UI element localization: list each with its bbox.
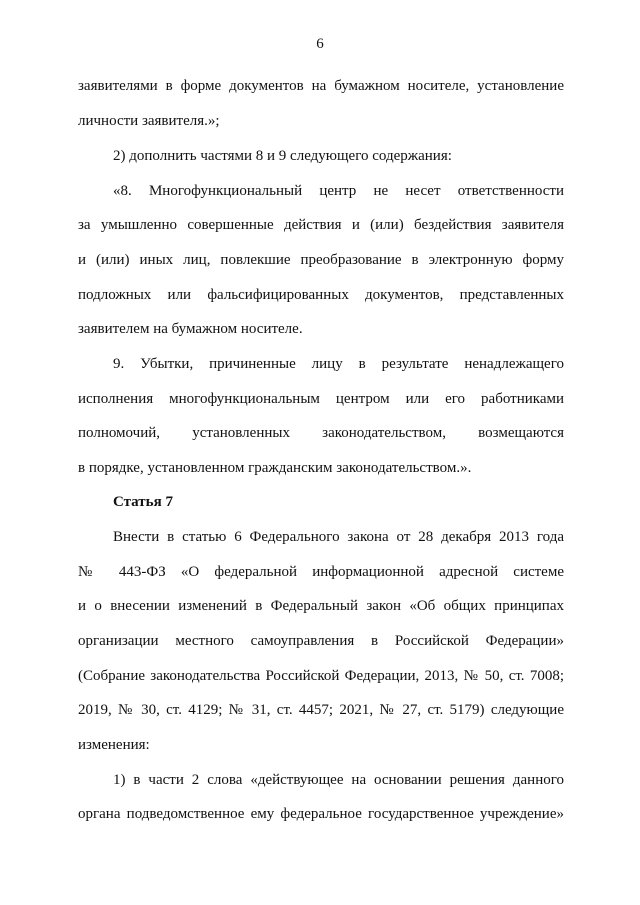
- text-line: «8. Многофункциональный центр не несет ответственности: [113, 183, 564, 199]
- text-line: заявителями в форме документов на бумажном носителе, установление: [78, 78, 564, 94]
- text-line: 1) в части 2 слова «действующее на основании решения данного: [113, 772, 564, 788]
- text-line: изменения:: [78, 737, 150, 753]
- page-number: 6: [316, 36, 324, 52]
- text-line: (Собрание законодательства Российской Федерации, 2013, № 50, ст. 7008;: [78, 668, 564, 684]
- text-line: подложных или фальсифицированных документов, представленных: [78, 287, 564, 303]
- text-line: в порядке, установленном гражданским законодательством.».: [78, 460, 472, 476]
- text-line: 2) дополнить частями 8 и 9 следующего содержания:: [113, 148, 452, 164]
- text-line: исполнения многофункциональным центром или его работниками: [78, 391, 564, 407]
- text-line: полномочий, установленных законодательством, возмещаются: [78, 425, 564, 441]
- article-heading: Статья 7: [113, 494, 173, 510]
- text-line: органа подведомственное ему федеральное государственное учреждение»: [78, 806, 564, 822]
- text-line: Внести в статью 6 Федерального закона от 28 декабря 2013 года: [113, 529, 564, 545]
- text-line: № 443-ФЗ «О федеральной информационной адресной системе: [78, 564, 564, 580]
- text-line: личности заявителя.»;: [78, 113, 220, 129]
- text-line: и (или) иных лиц, повлекшие преобразование в электронную форму: [78, 252, 564, 268]
- text-line: за умышленно совершенные действия и (или) бездействия заявителя: [78, 217, 564, 233]
- text-line: 2019, № 30, ст. 4129; № 31, ст. 4457; 2021, № 27, ст. 5179) следующие: [78, 702, 564, 718]
- text-line: 9. Убытки, причиненные лицу в результате ненадлежащего: [113, 356, 564, 372]
- text-line: заявителем на бумажном носителе.: [78, 321, 303, 337]
- text-line: и о внесении изменений в Федеральный закон «Об общих принципах: [78, 598, 564, 614]
- text-line: организации местного самоуправления в Российской Федерации»: [78, 633, 564, 649]
